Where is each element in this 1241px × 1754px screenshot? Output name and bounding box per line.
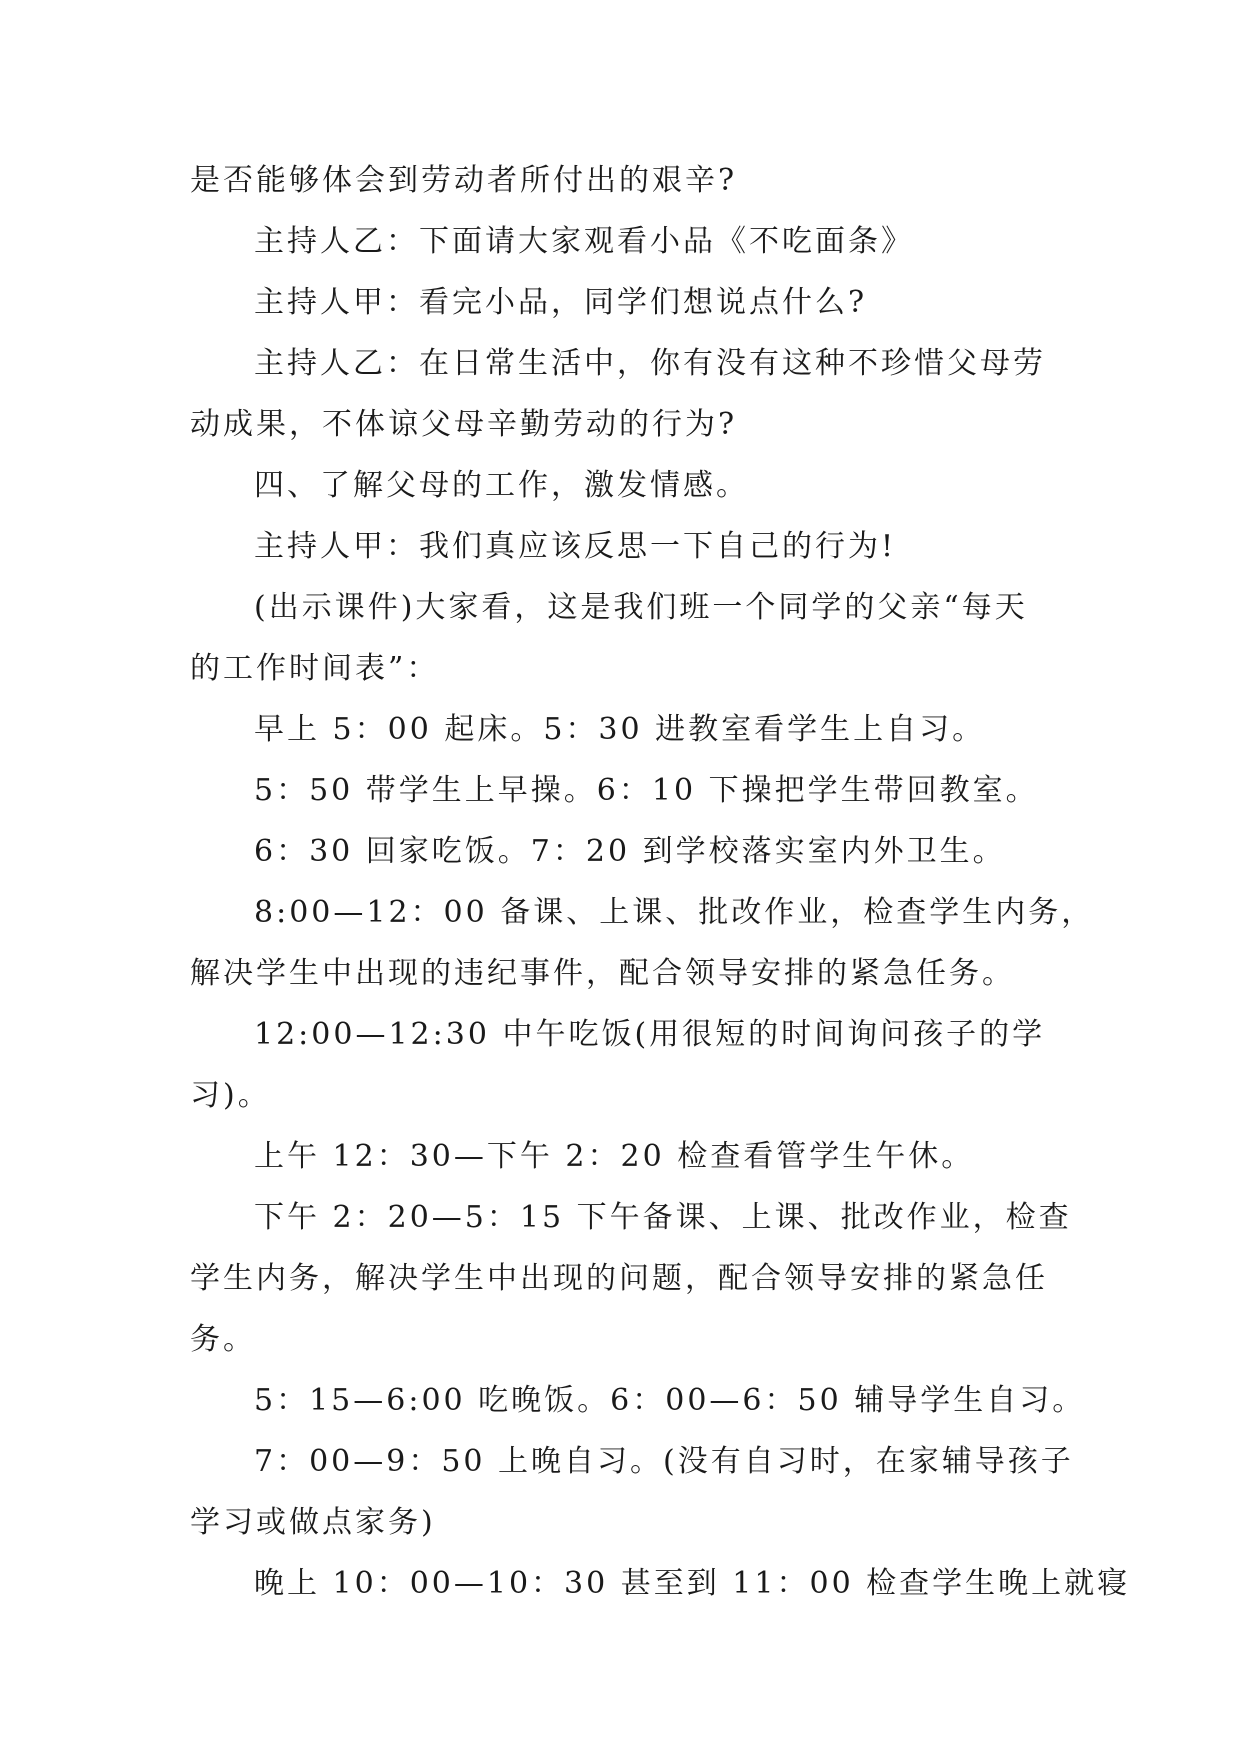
- text-line: (出示课件)大家看，这是我们班一个同学的父亲“每天: [254, 590, 1028, 625]
- text-line: 下午 2：20—5：15 下午备课、上课、批改作业，检查: [254, 1200, 1072, 1235]
- text-line: 习)。: [190, 1078, 271, 1113]
- text-line: 5：15—6:00 吃晚饭。6：00—6：50 辅导学生自习。: [254, 1383, 1086, 1418]
- text-line: 7：00—9：50 上晚自习。(没有自习时，在家辅导孩子: [254, 1444, 1074, 1479]
- text-line: 8:00—12：00 备课、上课、批改作业，检查学生内务，: [254, 895, 1095, 930]
- text-line: 四、了解父母的工作，激发情感。: [254, 468, 749, 503]
- text-line: 主持人甲：我们真应该反思一下自己的行为!: [254, 529, 897, 564]
- text-line: 动成果，不体谅父母辛勤劳动的行为?: [190, 407, 738, 442]
- text-line: 学生内务，解决学生中出现的问题，配合领导安排的紧急任: [190, 1261, 1048, 1296]
- document-body: [190, 150, 1131, 1614]
- text-line: 学习或做点家务): [190, 1505, 436, 1540]
- text-line: 的工作时间表”：: [190, 651, 440, 686]
- text-line: 早上 5：00 起床。5：30 进教室看学生上自习。: [254, 712, 986, 747]
- text-line: 12:00—12:30 中午吃饭(用很短的时间询问孩子的学: [254, 1017, 1046, 1052]
- text-line: 主持人乙：在日常生活中，你有没有这种不珍惜父母劳: [254, 346, 1046, 381]
- text-line: 6：30 回家吃饭。7：20 到学校落实室内外卫生。: [254, 834, 1006, 869]
- text-line: 是否能够体会到劳动者所付出的艰辛?: [190, 163, 738, 198]
- text-line: 解决学生中出现的违纪事件，配合领导安排的紧急任务。: [190, 956, 1015, 991]
- text-line: 主持人甲：看完小品，同学们想说点什么?: [254, 285, 868, 320]
- text-line: 上午 12：30—下午 2：20 检查看管学生午休。: [254, 1139, 975, 1174]
- text-line: 晚上 10：00—10：30 甚至到 11：00 检查学生晚上就寝: [254, 1566, 1131, 1601]
- text-line: 主持人乙：下面请大家观看小品《不吃面条》: [254, 224, 914, 259]
- text-line: 务。: [190, 1322, 256, 1357]
- text-line: 5：50 带学生上早操。6：10 下操把学生带回教室。: [254, 773, 1039, 808]
